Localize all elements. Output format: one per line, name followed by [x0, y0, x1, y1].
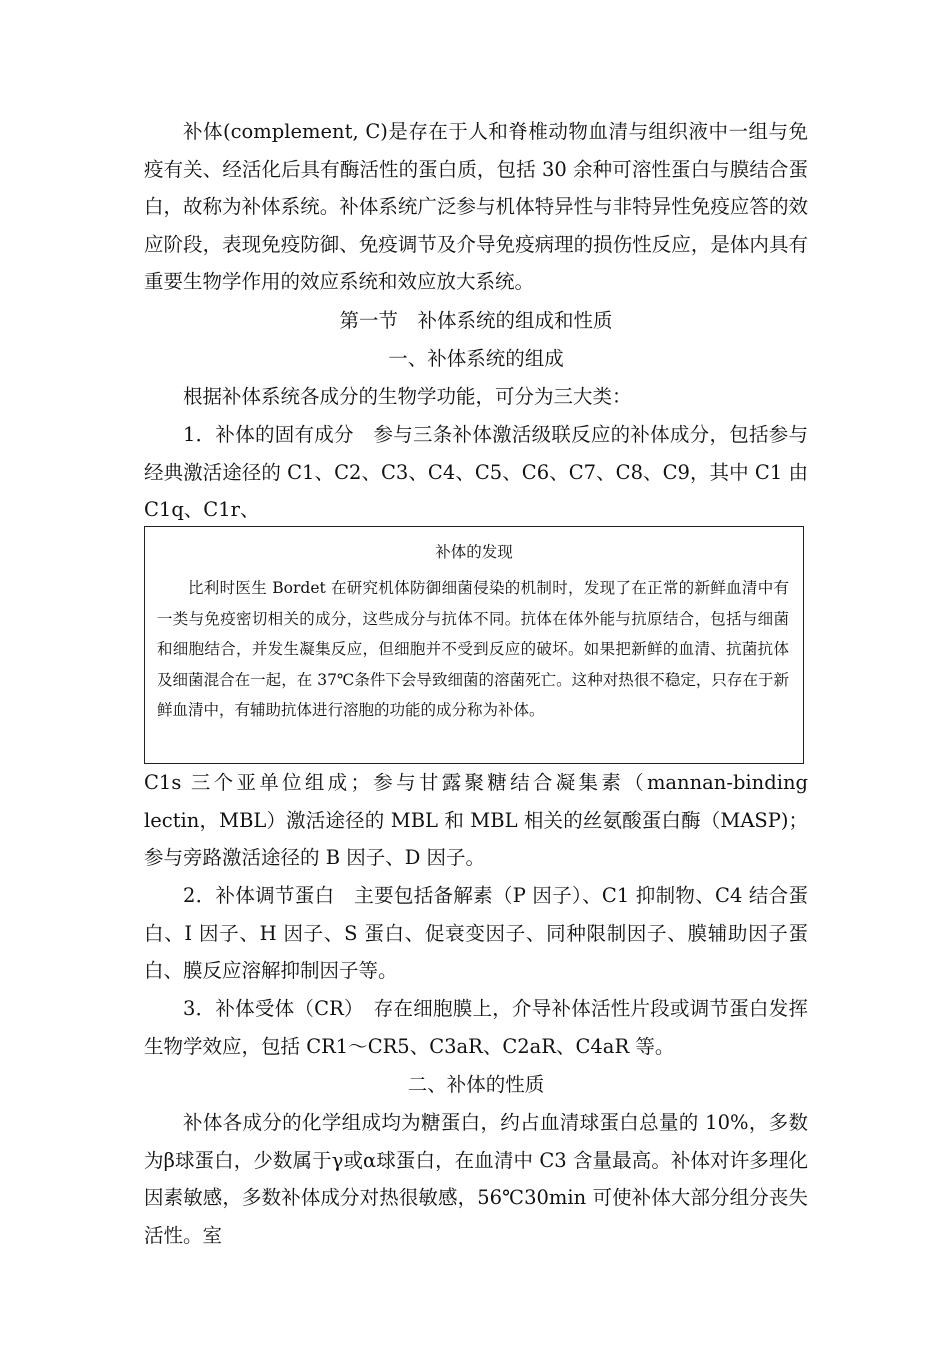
section-title: 第一节 补体系统的组成和性质 — [339, 309, 613, 332]
item-3-paragraph: 3．补体受体（CR） 存在细胞膜上，介导补体活性片段或调节蛋白发挥生物学效应，包括 CR1～CR5、C3aR、C2aR、C4aR 等。 — [144, 997, 808, 1058]
sidebar-box-discovery — [144, 526, 804, 764]
intro-paragraph: 补体(complement, C)是存在于人和脊椎动物血清与组织液中一组与免疫有关、经活化后具有酶活性的蛋白质，包括 30 余种可溶性蛋白与膜结合蛋白，故称为补体系统。补体系统广泛参与机体特异性与非特异性免疫应答的效应阶段，表现免疫防御、免疫调节及介导免疫病理的损伤性反应，是体内具有重要生物学作用的效应系统和效应放大系统。 — [144, 120, 808, 294]
item-1-paragraph: 1．补体的固有成分 参与三条补体激活级联反应的补体成分，包括参与经典激活途径的 C1、C2、C3、C4、C5、C6、C7、C8、C9，其中 C1 由 C1q、C1r、 — [144, 423, 808, 522]
properties-paragraph: 补体各成分的化学组成均为糖蛋白，约占血清球蛋白总量的 10%，多数为β球蛋白，少数属于γ或α球蛋白，在血清中 C3 含量最高。补体对许多理化因素敏感，多数补体成分对热很敏感，56℃30min 可使补体大部分组分丧失活性。室 — [144, 1111, 808, 1247]
item-2-paragraph: 2．补体调节蛋白 主要包括备解素（P 因子）、C1 抑制物、C4 结合蛋白、I 因子、H 因子、S 蛋白、促衰变因子、同种限制因子、膜辅助因子蛋白、膜反应溶解抑制因子等。 — [144, 884, 808, 983]
box-text: 比利时医生 Bordet 在研究机体防御细菌侵染的机制时，发现了在正常的新鲜血清中有一类与免疫密切相关的成分，这些成分与抗体不同。抗体在体外能与抗原结合，包括与细菌和细胞结合，并发生凝集反应，但细胞并不受到反应的破坏。如果把新鲜的血清、抗菌抗体及细菌混合在一起，在 37℃条件下会导致细菌的溶菌死亡。这种对热很不稳定，只存在于新鲜血清中，有辅助抗体进行溶胞的功能的成分称为补体。 — [157, 579, 789, 720]
box-title: 补体的发现 — [435, 543, 513, 561]
item-1-continued: C1s 三个亚单位组成；参与甘露聚糖结合凝集素（mannan-binding lectin，MBL）激活途径的 MBL 和 MBL 相关的丝氨酸蛋白酶（MASP)；参与旁路激活途径的 B 因子、D 因子。 — [144, 771, 808, 870]
composition-intro: 根据补体系统各成分的生物学功能，可分为三大类： — [183, 385, 632, 408]
subsection-title-properties: 二、补体的性质 — [407, 1073, 545, 1096]
subsection-title-composition: 一、补体系统的组成 — [388, 347, 564, 370]
